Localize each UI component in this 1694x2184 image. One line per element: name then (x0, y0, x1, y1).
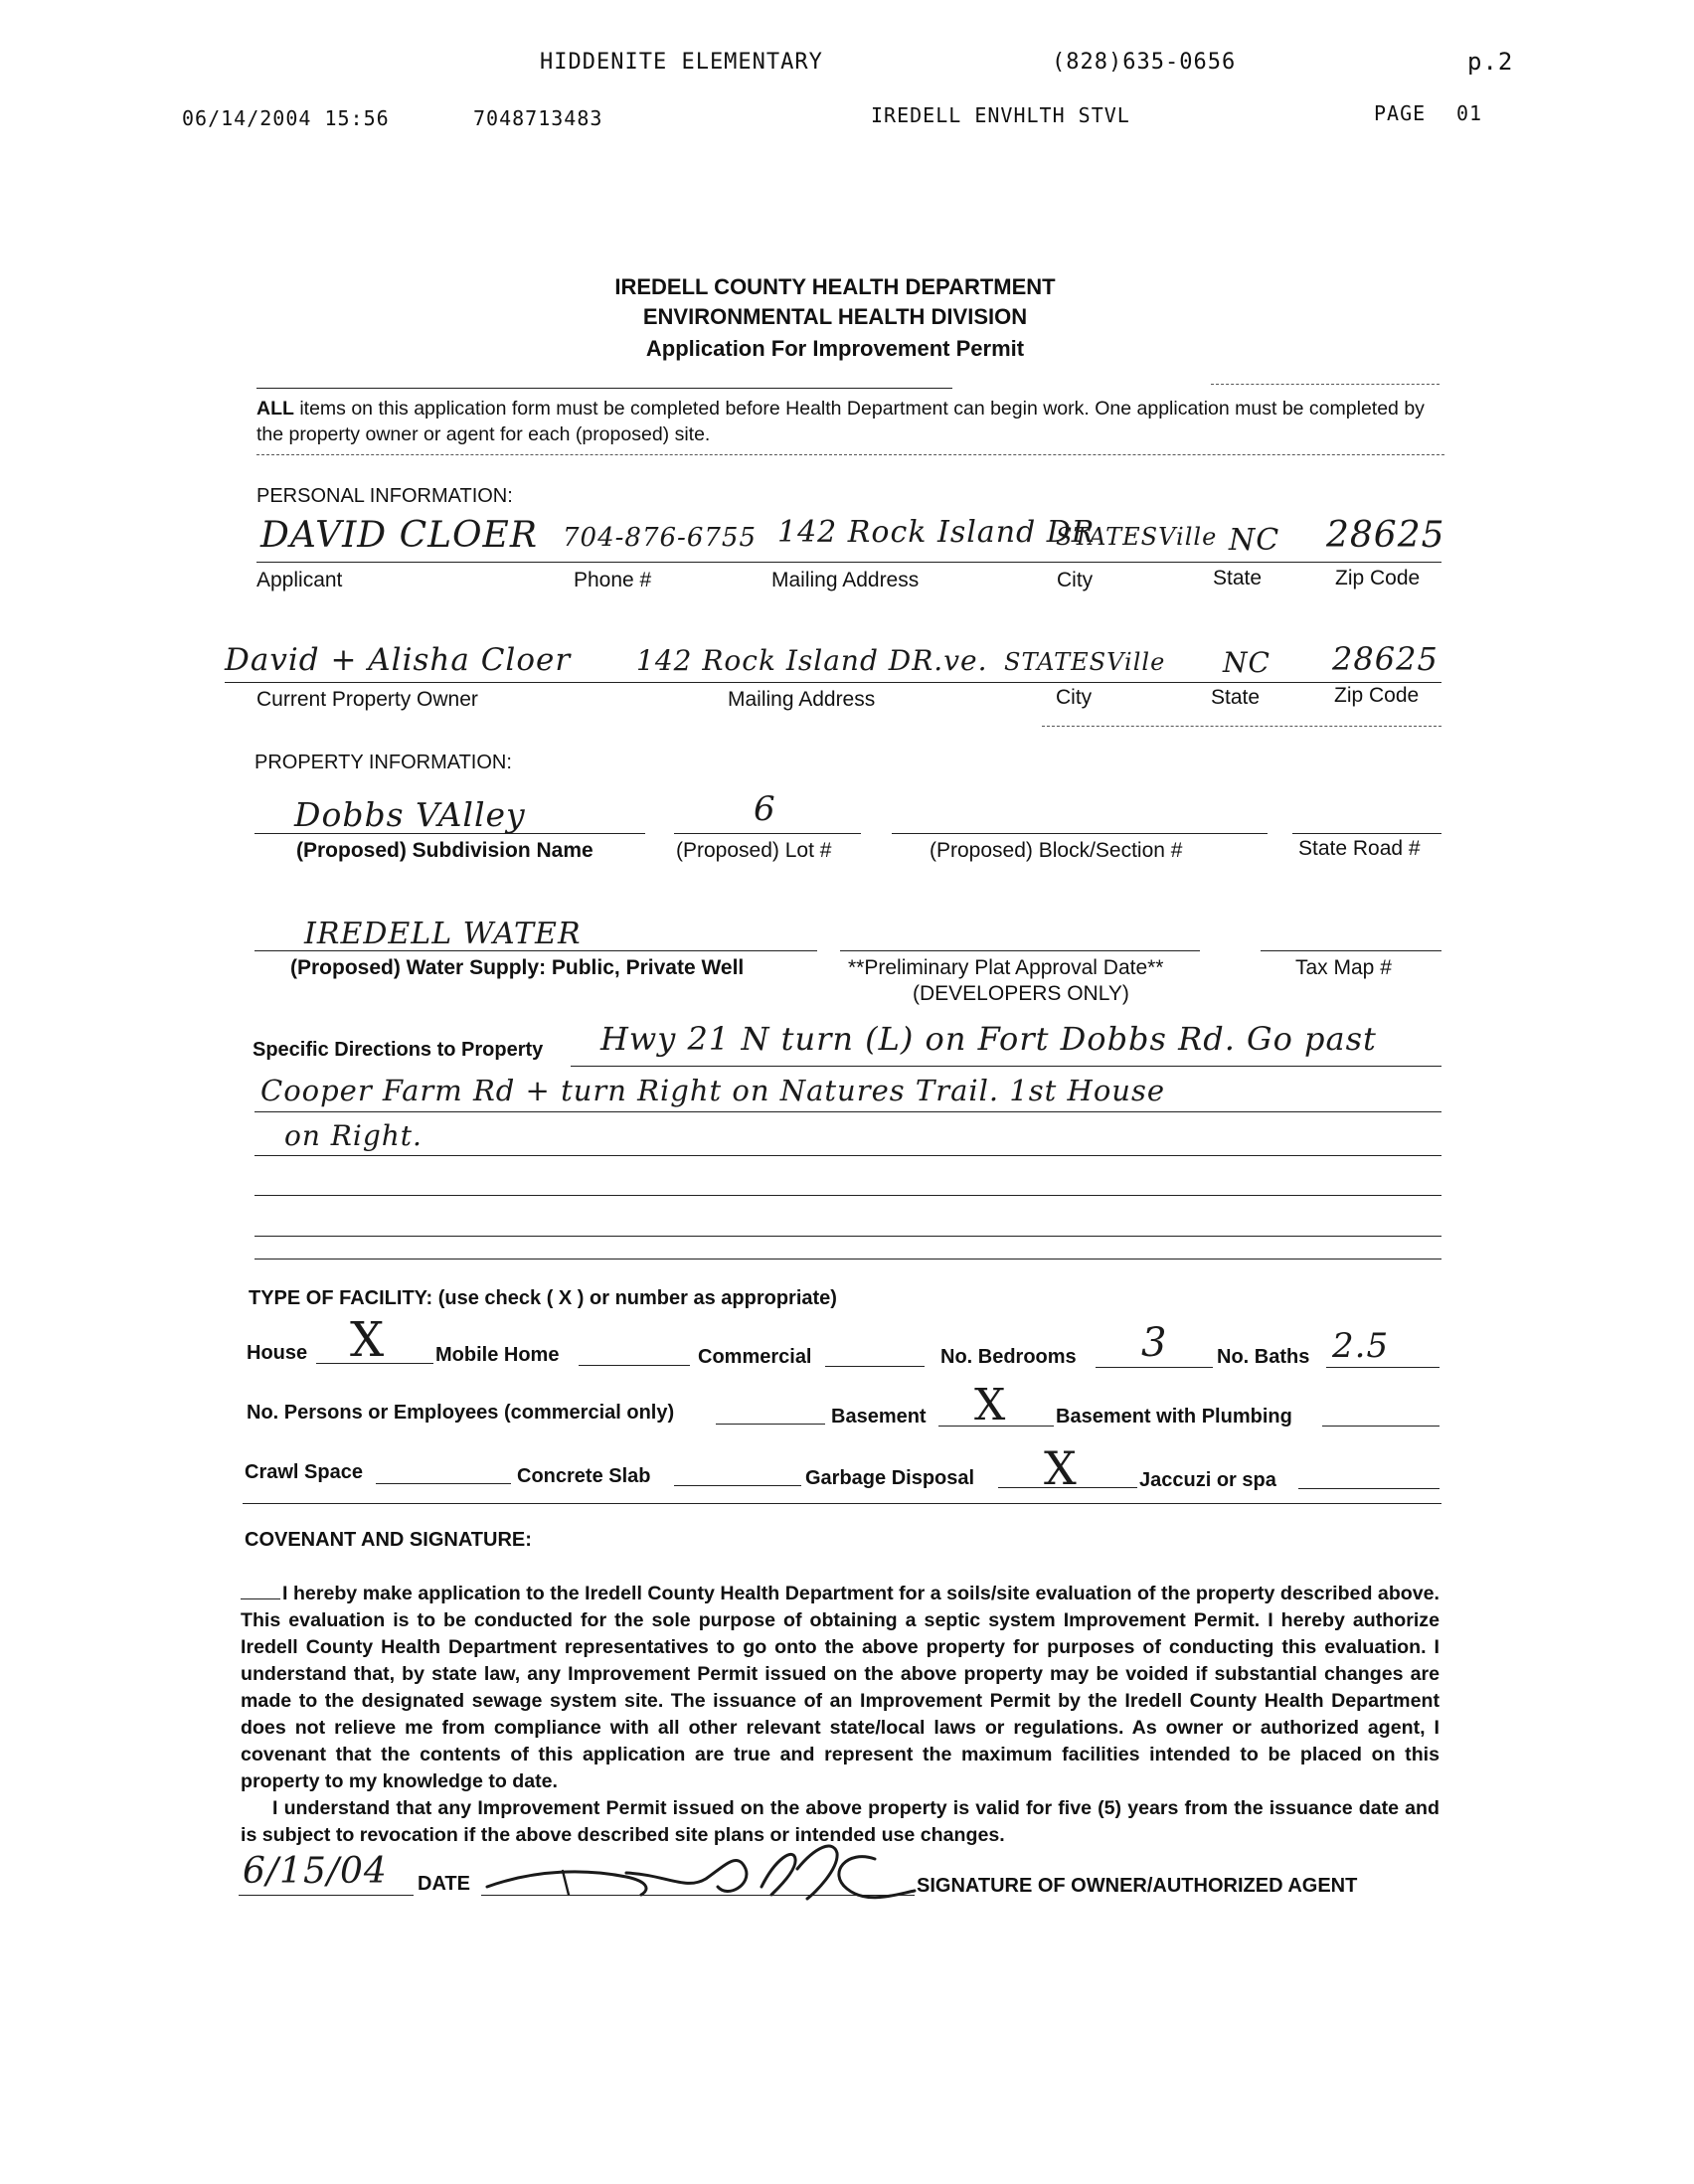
date-label: DATE (418, 1873, 470, 1895)
property-heading: PROPERTY INFORMATION: (254, 752, 512, 773)
fax-page-number: 01 (1456, 101, 1483, 125)
rule-block (892, 833, 1268, 834)
slab-label: Concrete Slab (517, 1465, 651, 1487)
state-label: State (1213, 567, 1263, 589)
rule-notice (256, 454, 1444, 455)
water-value[interactable]: IREDELL WATER (304, 917, 582, 951)
owner-mailing-value[interactable]: 142 Rock Island DR.ve. (636, 644, 988, 677)
garbage-label: Garbage Disposal (805, 1467, 975, 1489)
taxmap-label: Tax Map # (1295, 956, 1392, 979)
owner-value[interactable]: David + Alisha Cloer (225, 642, 572, 678)
jacuzzi-line (1298, 1488, 1440, 1489)
bedrooms-label: No. Bedrooms (940, 1346, 1077, 1368)
lot-label: (Proposed) Lot # (676, 839, 832, 862)
garbage-value[interactable]: X (1044, 1441, 1078, 1495)
rule-directions-4 (254, 1195, 1441, 1196)
jacuzzi-label: Jaccuzi or spa (1139, 1469, 1276, 1491)
rule-top-dashed (1211, 384, 1440, 385)
phone-value[interactable]: 704-876-6755 (563, 523, 757, 553)
date-value[interactable]: 6/15/04 (243, 1851, 388, 1892)
applicant-value[interactable]: DAVID CLOER (260, 515, 538, 556)
commercial-line (825, 1366, 925, 1367)
fax-page-mark: p.2 (1467, 48, 1514, 76)
covenant-paragraph-2: I understand that any Improvement Permit issued on the above property is valid for five (5) years from the issuance date and is subject to revocation if the above described site plans or intended use changes. (241, 1797, 1440, 1846)
rule-taxmap (1261, 950, 1441, 951)
commercial-label: Commercial (698, 1346, 812, 1368)
bedrooms-value[interactable]: 3 (1141, 1320, 1168, 1366)
basement-value[interactable]: X (974, 1380, 1007, 1430)
state-value[interactable]: NC (1229, 523, 1280, 558)
rule-owner-dashed (1042, 726, 1441, 727)
rule-water (254, 950, 817, 951)
owner-label: Current Property Owner (256, 688, 478, 711)
rule-directions-6 (254, 1259, 1441, 1260)
notice-text (256, 396, 1444, 447)
rule-directions-5 (254, 1236, 1441, 1237)
directions-line3[interactable]: on Right. (284, 1119, 423, 1152)
fax-page-label: PAGE (1374, 101, 1427, 125)
city-value[interactable]: STATESVille (1056, 523, 1218, 551)
rule-directions-1 (571, 1066, 1441, 1067)
owner-city-label: City (1056, 686, 1093, 709)
plat-label: **Preliminary Plat Approval Date** (848, 956, 1164, 979)
rule-owner (225, 682, 1441, 683)
facility-heading: TYPE OF FACILITY: (use check ( X ) or number as appropriate) (249, 1287, 837, 1309)
rule-plat (840, 950, 1200, 951)
basement-plumbing-line (1322, 1426, 1440, 1427)
mailing-label: Mailing Address (771, 569, 920, 591)
phone-label: Phone # (574, 569, 652, 591)
owner-state-label: State (1211, 686, 1261, 709)
fax-number: 7048713483 (473, 106, 603, 130)
applicant-label: Applicant (256, 569, 343, 591)
mobile-label: Mobile Home (435, 1344, 560, 1366)
covenant-paragraph-1 (241, 1581, 1440, 1795)
basement-label: Basement (831, 1406, 927, 1428)
plat-note: (DEVELOPERS ONLY) (913, 982, 1129, 1005)
covenant-heading: COVENANT AND SIGNATURE: (245, 1529, 532, 1551)
rule-applicant (256, 562, 1441, 563)
title-division: ENVIRONMENTAL HEALTH DIVISION (642, 304, 1028, 329)
baths-value[interactable]: 2.5 (1332, 1326, 1390, 1366)
title-department: IREDELL COUNTY HEALTH DEPARTMENT (614, 274, 1056, 299)
notice-lead: ALL (256, 398, 294, 420)
owner-state-value[interactable]: NC (1223, 646, 1270, 679)
rule-road (1292, 833, 1441, 834)
crawl-line (376, 1483, 511, 1484)
persons-line (716, 1424, 825, 1425)
owner-city-value[interactable]: STATESVille (1004, 648, 1166, 676)
rule-subdivision (254, 833, 645, 834)
directions-line2[interactable]: Cooper Farm Rd + turn Right on Natures Trail. 1st House (260, 1074, 1166, 1107)
fax-date-time: 06/14/2004 15:56 (182, 106, 390, 130)
rule-lot (674, 833, 861, 834)
zip-value[interactable]: 28625 (1326, 515, 1445, 556)
rule-facility-bottom (243, 1503, 1441, 1504)
owner-mailing-label: Mailing Address (728, 688, 876, 711)
water-label: (Proposed) Water Supply: Public, Private Well (290, 956, 745, 979)
crawl-label: Crawl Space (245, 1461, 363, 1483)
title-form-name: Application For Improvement Permit (645, 336, 1025, 361)
city-label: City (1057, 569, 1094, 591)
zip-label: Zip Code (1335, 567, 1421, 589)
covenant-indent (241, 1598, 280, 1599)
rule-top (256, 388, 952, 389)
mobile-line (579, 1365, 690, 1366)
directions-label: Specific Directions to Property (253, 1039, 544, 1061)
covenant-text (241, 1581, 1440, 1849)
mailing-value[interactable]: 142 Rock Island DR (777, 515, 1096, 550)
block-label: (Proposed) Block/Section # (930, 839, 1183, 862)
notice-body: items on this application form must be completed before Health Department can begin work. One application must be completed by the property owner or agent for each (proposed) site. (256, 398, 1425, 445)
baths-label: No. Baths (1217, 1346, 1310, 1368)
slab-line (674, 1485, 801, 1486)
fax-recipient: IREDELL ENVHLTH STVL (871, 103, 1130, 127)
bedrooms-line (1096, 1367, 1213, 1368)
fax-sender: HIDDENITE ELEMENTARY (540, 50, 823, 75)
house-label: House (247, 1342, 308, 1364)
signature-scribble-icon[interactable] (477, 1829, 934, 1909)
owner-zip-value[interactable]: 28625 (1332, 640, 1439, 678)
house-value[interactable]: X (350, 1312, 386, 1368)
directions-line1[interactable]: Hwy 21 N turn (L) on Fort Dobbs Rd. Go past (600, 1020, 1377, 1058)
rule-directions-2 (254, 1111, 1441, 1112)
persons-label: No. Persons or Employees (commercial only) (247, 1402, 675, 1424)
fax-sender-phone: (828)635-0656 (1052, 50, 1237, 75)
owner-zip-label: Zip Code (1334, 684, 1420, 707)
baths-line (1326, 1367, 1440, 1368)
covenant-paragraph-1-text: I hereby make application to the Iredell County Health Department for a soils/site evaluation of the property described above. This evaluation is to be conducted for the sole purpose of obtaining a septic system Improvement Permit. I hereby authorize Iredell County Health Department representatives to go onto the above property for purposes of conducting this evaluation. I understand that, by state law, any Improvement Permit issued on the above property may be voided if substantial changes are made to the designated sewage system site. The issuance of an Improvement Permit by the Iredell County Health Department does not relieve me from compliance with all other relevant state/local laws or regulations. As owner or authorized agent, I covenant that the contents of this application are true and represent the maximum facilities intended to be placed on this property to my knowledge to date. (241, 1583, 1440, 1792)
subdivision-label: (Proposed) Subdivision Name (296, 839, 593, 862)
personal-heading: PERSONAL INFORMATION: (256, 485, 513, 507)
lot-value[interactable]: 6 (754, 789, 776, 829)
road-label: State Road # (1298, 837, 1421, 860)
rule-directions-3 (254, 1155, 1441, 1156)
date-line (239, 1895, 414, 1896)
basement-plumbing-label: Basement with Plumbing (1056, 1406, 1292, 1428)
signature-label: SIGNATURE OF OWNER/AUTHORIZED AGENT (917, 1875, 1358, 1897)
subdivision-value[interactable]: Dobbs VAlley (294, 795, 526, 834)
